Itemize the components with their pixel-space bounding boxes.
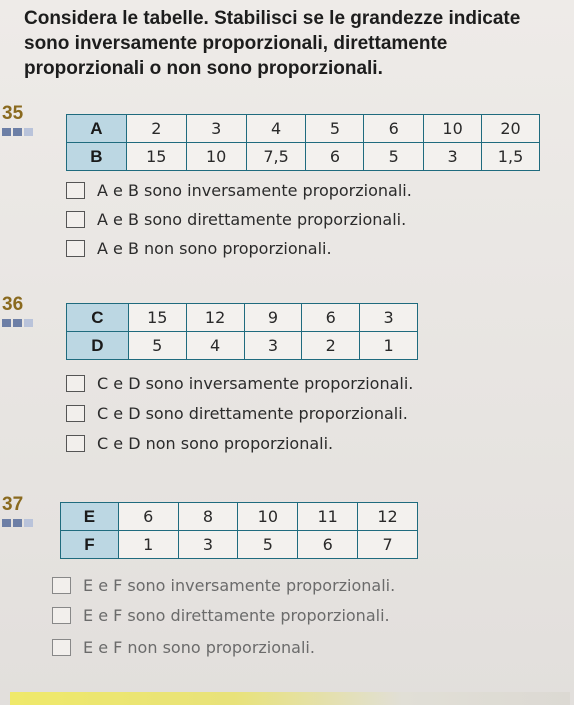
checkbox[interactable] (66, 405, 85, 422)
row-label-c: C (67, 304, 129, 332)
option-37-inverse[interactable] (52, 576, 395, 595)
option-37-direct[interactable] (52, 606, 390, 625)
option-36-inverse[interactable] (66, 374, 413, 393)
option-36-direct[interactable] (66, 404, 408, 423)
checkbox[interactable] (66, 375, 85, 392)
table-row-a (67, 115, 540, 143)
difficulty-dot (24, 319, 33, 327)
option-label: C e D non sono proporzionali. (97, 434, 334, 453)
difficulty-dot (24, 128, 33, 136)
table-cell: 15 (128, 304, 186, 332)
table-cell: 3 (186, 115, 246, 143)
table-cell: 10 (186, 143, 246, 171)
option-37-none[interactable] (52, 638, 315, 657)
difficulty-dot (2, 319, 11, 327)
page-edge-highlight (10, 692, 570, 705)
table-cell: 7 (358, 531, 418, 559)
table-cell: 9 (244, 304, 302, 332)
table-cell: 5 (306, 115, 364, 143)
table-cell: 10 (424, 115, 482, 143)
exercise-number: 37 (2, 494, 24, 515)
row-label-e: E (61, 503, 119, 531)
option-label: E e F sono inversamente proporzionali. (83, 576, 396, 595)
table-cell: 15 (126, 143, 186, 171)
exercise-36-number (0, 294, 40, 327)
table-cell: 3 (360, 304, 418, 332)
table-cell: 5 (238, 531, 298, 559)
table-cell: 1 (118, 531, 178, 559)
table-cell: 6 (118, 503, 178, 531)
difficulty-dot (2, 519, 11, 527)
table-cell: 4 (186, 332, 244, 360)
option-label: E e F sono direttamente proporzionali. (83, 606, 390, 625)
exercise-number: 36 (2, 294, 24, 315)
difficulty-dot (13, 519, 22, 527)
table-cell: 3 (178, 531, 238, 559)
option-label: A e B sono inversamente proporzionali. (97, 181, 412, 200)
table-cell: 1 (360, 332, 418, 360)
row-label-a: A (67, 115, 127, 143)
checkbox[interactable] (52, 607, 71, 624)
table-cell: 5 (364, 143, 424, 171)
table-cell: 12 (358, 503, 418, 531)
table-37 (60, 502, 418, 559)
table-cell: 8 (178, 503, 238, 531)
option-35-none[interactable] (66, 239, 332, 258)
table-cell: 3 (424, 143, 482, 171)
exercise-37-number (0, 494, 40, 527)
checkbox[interactable] (66, 211, 85, 228)
option-35-inverse[interactable] (66, 181, 412, 200)
difficulty-dots (0, 319, 40, 327)
table-cell: 6 (306, 143, 364, 171)
table-cell: 6 (302, 304, 360, 332)
option-label: C e D sono direttamente proporzionali. (97, 404, 408, 423)
table-cell: 11 (298, 503, 358, 531)
table-row-c (67, 304, 418, 332)
checkbox[interactable] (66, 182, 85, 199)
difficulty-dot (2, 128, 11, 136)
option-36-none[interactable] (66, 434, 333, 453)
checkbox[interactable] (66, 435, 85, 452)
instruction-text: Considera le tabelle. Stabilisci se le grandezze indicate sono inversamente proporzionali, direttamente proporzionali o non sono proporzionali. (24, 8, 521, 79)
difficulty-dots (0, 519, 40, 527)
exercise-35-number (0, 103, 40, 136)
checkbox[interactable] (66, 240, 85, 257)
row-label-b: B (67, 143, 127, 171)
option-label: A e B sono direttamente proporzionali. (97, 210, 407, 229)
row-label-f: F (61, 531, 119, 559)
table-cell: 20 (482, 115, 540, 143)
option-label: E e F non sono proporzionali. (83, 638, 315, 657)
checkbox[interactable] (52, 577, 71, 594)
difficulty-dot (13, 128, 22, 136)
option-label: C e D sono inversamente proporzionali. (97, 374, 414, 393)
table-cell: 2 (126, 115, 186, 143)
table-cell: 3 (244, 332, 302, 360)
option-35-direct[interactable] (66, 210, 406, 229)
table-row-d (67, 332, 418, 360)
table-cell: 7,5 (246, 143, 306, 171)
table-cell: 4 (246, 115, 306, 143)
difficulty-dot (24, 519, 33, 527)
table-cell: 6 (298, 531, 358, 559)
table-35 (66, 114, 540, 171)
table-cell: 10 (238, 503, 298, 531)
table-row-b (67, 143, 540, 171)
table-row-f (61, 531, 418, 559)
table-cell: 6 (364, 115, 424, 143)
difficulty-dot (13, 319, 22, 327)
exercise-number: 35 (2, 103, 24, 124)
table-cell: 12 (186, 304, 244, 332)
table-36 (66, 303, 418, 360)
row-label-d: D (67, 332, 129, 360)
difficulty-dots (0, 128, 40, 136)
table-cell: 1,5 (482, 143, 540, 171)
table-row-e (61, 503, 418, 531)
table-cell: 5 (128, 332, 186, 360)
checkbox[interactable] (52, 639, 71, 656)
option-label: A e B non sono proporzionali. (97, 239, 332, 258)
table-cell: 2 (302, 332, 360, 360)
